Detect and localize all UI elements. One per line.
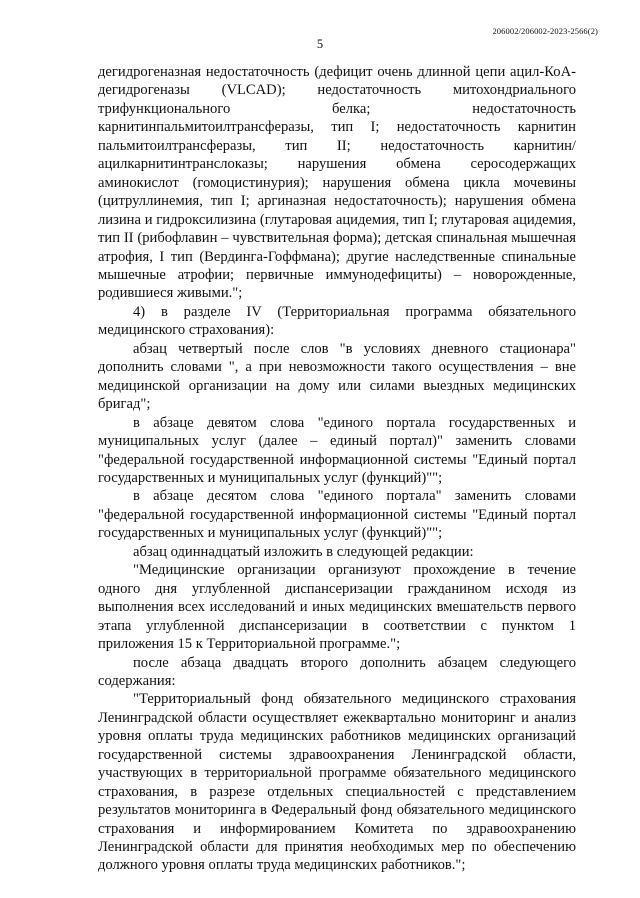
paragraph: после абзаца двадцать второго дополнить абзацем следующего содержания:	[98, 654, 576, 689]
paragraph: дегидрогеназная недостаточность (дефицит очень длинной цепи ацил-КоА-дегидрогеназы (VLCAD); недостаточность митохондриального трифункционального белка; недостаточность карнитинпальмитоилтрансферазы, тип I; недостаточность карнитин пальмитоилтрансферазы, тип II; недостаточность карнитин/ ацилкарнитинтранслоказы; нарушения обмена серосодержащих аминокислот (гомоцистинурия); нарушения обмена цикла мочевины (цитруллинемия, тип I; аргиназная недостаточность); нарушения обмена лизина и гидроксилизина (глутаровая ацидемия, тип I; глутаровая ацидемия, тип II (рибофлавин – чувствительная форма); детская спинальная мышечная атрофия, I тип (Вердинга-Гоффмана); другие наследственные спинальные мышечные атрофии; первичные иммунодефициты) – новорожденные, родившиеся живыми.";	[98, 64, 576, 302]
paragraph: абзац четвертый после слов "в условиях дневного стационара" дополнить словами ", а при невозможности такого осуществления – вне медицинской организации на дому или силами выездных медицинских бригад";	[98, 340, 576, 413]
paragraph: в абзаце десятом слова "единого портала" заменить словами "федеральной государственной информационной системы "Единый портал государственных и муниципальных услуг (функций)"";	[98, 488, 576, 542]
paragraph: абзац одиннадцатый изложить в следующей редакции:	[133, 543, 474, 560]
document-body	[98, 63, 576, 875]
paragraph: "Территориальный фонд обязательного медицинского страхования Ленинградской области осуществляет ежеквартально мониторинг и анализ уровня оплаты труда медицинских работников медицинских организаций государственной системы здравоохранения Ленинградской области, участвующих в территориальной программе обязательного медицинского страхования, в разрезе отдельных специальностей с представлением результатов мониторинга в Федеральный фонд обязательного медицинского страхования и информированием Комитета по здравоохранению Ленинградской области для принятия необходимых мер по обеспечению должного уровня оплаты труда медицинских работников.";	[98, 691, 576, 874]
document-id: 206002/206002-2023-2566(2)	[492, 26, 598, 36]
paragraph: 4) в разделе IV (Территориальная программа обязательного медицинского страхования):	[98, 303, 576, 339]
paragraph: в абзаце девятом слова "единого портала государственных и муниципальных услуг (далее – единый портал)" заменить словами "федеральной государственной информационной системы "Единый портал государственных и муниципальных услуг (функций)"";	[98, 414, 576, 486]
page-number: 5	[316, 37, 324, 51]
paragraph: "Медицинские организации организуют прохождение в течение одного дня углубленной диспансеризации гражданином исходя из выполнения всех исследований и иных медицинских вмешательств первого этапа углубленной диспансеризации в соответствии с пунктом 1 приложения 15 к Территориальной программе.";	[98, 562, 576, 653]
